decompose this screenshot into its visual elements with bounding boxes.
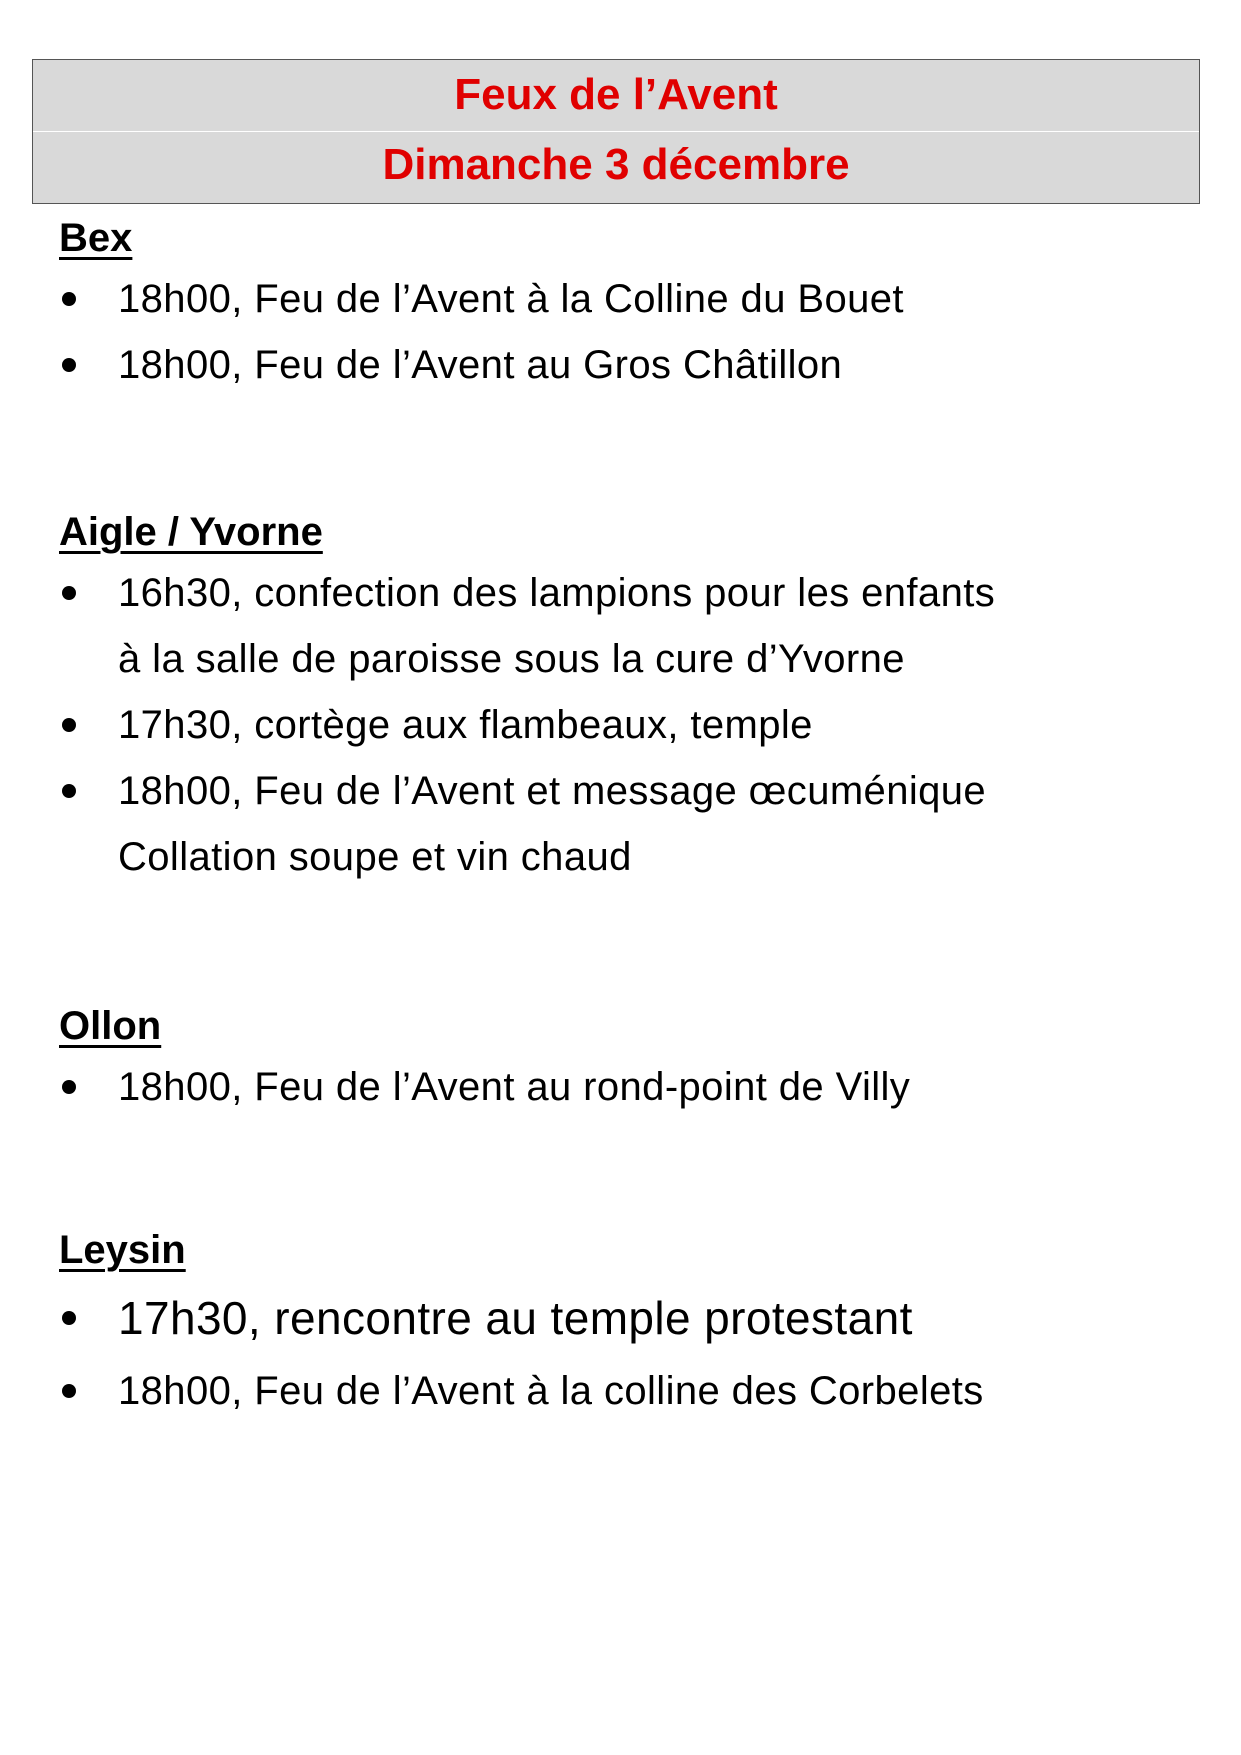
event-text: 18h00, Feu de l’Avent au rond-point de Villy <box>118 1065 911 1109</box>
list-item <box>59 692 1189 758</box>
list-item <box>59 1278 1189 1358</box>
list-item <box>59 332 1189 398</box>
event-list <box>59 1054 1189 1120</box>
bullet-icon <box>62 718 76 732</box>
section-ollon <box>59 998 1189 1120</box>
event-list <box>59 1278 1189 1424</box>
page-subtitle-date: Dimanche 3 décembre <box>382 140 850 189</box>
bullet-icon <box>62 1384 76 1398</box>
page-title: Feux de l’Avent <box>454 70 778 119</box>
section-title: Ollon <box>59 1004 162 1048</box>
header-banner <box>32 59 1200 204</box>
event-text: 17h30, cortège aux flambeaux, temple <box>118 703 813 747</box>
section-leysin <box>59 1222 1189 1424</box>
event-text: 18h00, Feu de l’Avent au Gros Châtillon <box>118 343 843 387</box>
section-bex <box>59 210 1189 398</box>
list-item <box>59 1054 1189 1120</box>
list-item <box>59 758 1189 890</box>
bullet-icon <box>62 1311 76 1325</box>
event-text: 18h00, Feu de l’Avent et message œcuménique <box>118 769 987 813</box>
event-text: 17h30, rencontre au temple protestant <box>118 1292 913 1344</box>
bullet-icon <box>62 358 76 372</box>
bullet-icon <box>62 784 76 798</box>
list-item <box>59 266 1189 332</box>
event-text-continued: à la salle de paroisse sous la cure d’Yvorne <box>118 637 905 681</box>
section-aigle-yvorne <box>59 504 1189 890</box>
section-title: Bex <box>59 216 133 260</box>
event-text: 16h30, confection des lampions pour les enfants <box>118 571 996 615</box>
event-list <box>59 560 1189 890</box>
event-text: 18h00, Feu de l’Avent à la colline des Corbelets <box>118 1369 984 1413</box>
bullet-icon <box>62 586 76 600</box>
list-item <box>59 1358 1189 1424</box>
event-text-continued: Collation soupe et vin chaud <box>118 835 632 879</box>
section-title: Leysin <box>59 1228 186 1272</box>
bullet-icon <box>62 292 76 306</box>
event-text: 18h00, Feu de l’Avent à la Colline du Bouet <box>118 277 904 321</box>
list-item <box>59 560 1189 692</box>
event-list <box>59 266 1189 398</box>
section-title: Aigle / Yvorne <box>59 510 323 554</box>
bullet-icon <box>62 1080 76 1094</box>
